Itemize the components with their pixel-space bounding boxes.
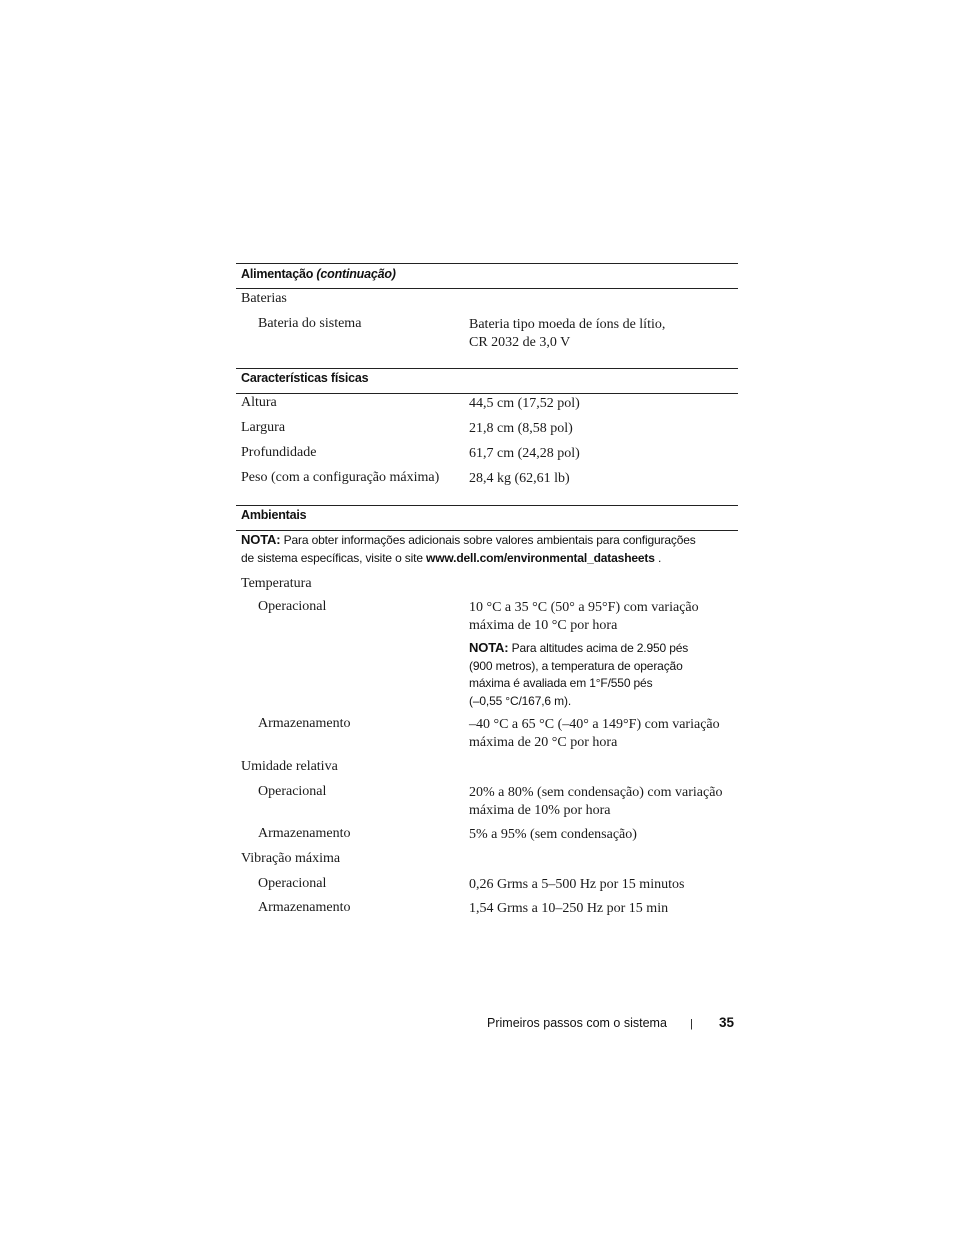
row-label-height: Altura: [241, 395, 277, 410]
subheading-temperature: Temperatura: [241, 576, 312, 591]
section-header-physical: Características físicas: [241, 371, 369, 385]
section-header-power: [241, 267, 396, 281]
value-line: máxima de 20 °C por hora: [469, 735, 618, 750]
note-line-2: [241, 549, 741, 567]
subheading-humidity: Umidade relativa: [241, 759, 338, 774]
row-value-width: 21,8 cm (8,58 pol): [469, 421, 573, 436]
top-rule-environmental: [236, 505, 738, 506]
page-number: 35: [719, 1015, 735, 1030]
row-value-temp-operating: [469, 599, 734, 635]
row-value-depth: 61,7 cm (24,28 pol): [469, 446, 580, 461]
section-title-continued: (continuação): [316, 267, 396, 281]
subheading-vibration: Vibração máxima: [241, 851, 341, 866]
header-rule-physical: [236, 393, 738, 394]
note-label: NOTA:: [241, 532, 281, 547]
note-text: de sistema específicas, visite o site: [241, 551, 427, 565]
footer-separator: |: [690, 1018, 693, 1030]
datasheets-link[interactable]: www.dell.com/environmental_datasheets: [426, 551, 655, 565]
note-line: [469, 639, 737, 658]
footer-chapter-title: Primeiros passos com o sistema: [487, 1016, 667, 1030]
note-line-1: [241, 531, 741, 549]
row-label-weight: Peso (com a configuração máxima): [241, 470, 440, 485]
value-line: máxima de 10 °C por hora: [469, 618, 618, 633]
row-value-humidity-storage: 5% a 95% (sem condensação): [469, 827, 637, 842]
row-value-system-battery: [469, 316, 734, 352]
section-title: Alimentação: [241, 267, 314, 281]
value-line: máxima de 10% por hora: [469, 803, 611, 818]
value-line: Bateria tipo moeda de íons de lítio,: [469, 317, 666, 332]
note-line: (–0,55 °C/167,6 m).: [469, 693, 571, 708]
header-rule-power: [236, 288, 738, 289]
row-label-humidity-storage: Armazenamento: [258, 826, 351, 841]
row-label-vibration-operating: Operacional: [258, 876, 327, 891]
note-text: Para obter informações adicionais sobre valores ambientais para configurações: [280, 533, 696, 547]
row-label-humidity-operating: Operacional: [258, 784, 327, 799]
row-value-humidity-operating: [469, 784, 734, 820]
row-label-vibration-storage: Armazenamento: [258, 900, 351, 915]
row-label-width: Largura: [241, 420, 286, 435]
value-line: –40 °C a 65 °C (–40° a 149°F) com variação: [469, 717, 720, 732]
row-value-weight: 28,4 kg (62,61 lb): [469, 471, 570, 486]
top-rule-physical: [236, 368, 738, 369]
top-rule-power: [236, 263, 738, 264]
value-line: 20% a 80% (sem condensação) com variação: [469, 785, 723, 800]
altitude-note: [469, 639, 737, 710]
row-value-vibration-operating: 0,26 Grms a 5–500 Hz por 15 minutos: [469, 877, 685, 892]
note-text: Para altitudes acima de 2.950 pés: [508, 641, 689, 655]
section-header-environmental: Ambientais: [241, 508, 307, 522]
note-label: NOTA:: [469, 640, 509, 655]
row-label-temp-storage: Armazenamento: [258, 716, 351, 731]
value-line: 10 °C a 35 °C (50° a 95°F) com variação: [469, 600, 699, 615]
row-label-temp-operating: Operacional: [258, 599, 327, 614]
note-text: .: [654, 551, 662, 565]
row-value-height: 44,5 cm (17,52 pol): [469, 396, 580, 411]
row-label-depth: Profundidade: [241, 445, 317, 460]
row-value-temp-storage: [469, 716, 734, 752]
subheading-batteries: Baterias: [241, 291, 287, 306]
note-line: máxima é avaliada em 1°F/550 pés: [469, 676, 653, 690]
row-value-vibration-storage: 1,54 Grms a 10–250 Hz por 15 min: [469, 901, 669, 916]
environmental-note: [241, 531, 741, 567]
note-line: (900 metros), a temperatura de operação: [469, 658, 683, 673]
value-line: CR 2032 de 3,0 V: [469, 335, 571, 350]
row-label-system-battery: Bateria do sistema: [258, 316, 362, 331]
